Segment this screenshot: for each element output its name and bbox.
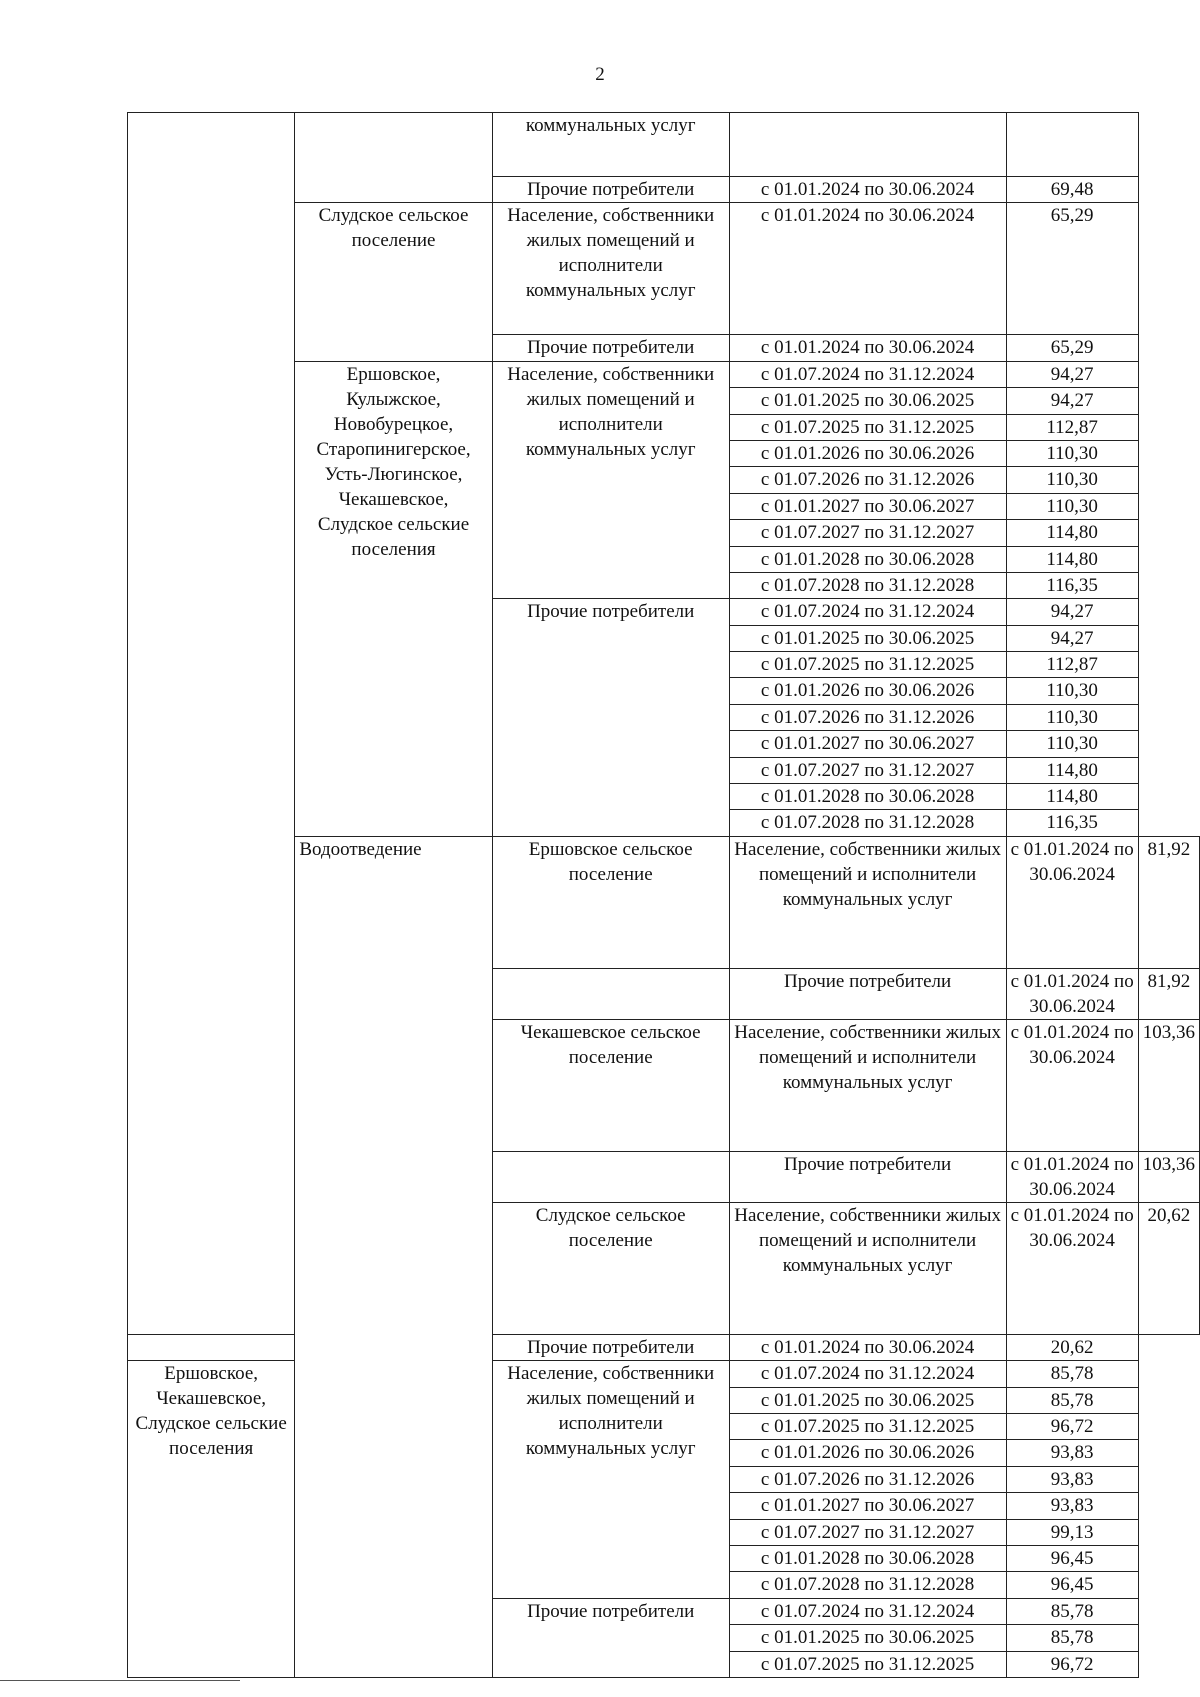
consumer-cell: Прочие потребители bbox=[492, 1598, 729, 1677]
period-cell: с 01.01.2026 по 30.06.2026 bbox=[729, 440, 1006, 466]
settlement-cell bbox=[295, 113, 492, 203]
tariff-cell: 85,78 bbox=[1006, 1387, 1138, 1413]
period-cell: с 01.01.2028 по 30.06.2028 bbox=[729, 784, 1006, 810]
settlement-cell bbox=[492, 1151, 729, 1202]
period-cell: с 01.01.2025 по 30.06.2025 bbox=[729, 388, 1006, 414]
tariff-cell: 94,27 bbox=[1006, 599, 1138, 625]
period-cell: с 01.07.2025 по 31.12.2025 bbox=[729, 414, 1006, 440]
page-number: 2 bbox=[595, 64, 605, 85]
tariff-cell: 65,29 bbox=[1006, 203, 1138, 335]
consumer-cell: Население, собственники жилых помещений и исполнители коммунальных услуг bbox=[729, 1202, 1006, 1334]
consumer-cell: Прочие потребители bbox=[492, 335, 729, 361]
period-cell: с 01.07.2024 по 31.12.2024 bbox=[729, 1361, 1006, 1387]
tariff-cell: 96,72 bbox=[1006, 1651, 1138, 1677]
tariff-cell: 116,35 bbox=[1006, 572, 1138, 598]
tariff-cell bbox=[1006, 113, 1138, 177]
tariff-cell: 81,92 bbox=[1138, 968, 1199, 1019]
tariff-cell: 93,83 bbox=[1006, 1466, 1138, 1492]
period-cell: с 01.07.2024 по 31.12.2024 bbox=[729, 1598, 1006, 1624]
period-cell bbox=[729, 113, 1006, 177]
tariff-cell: 69,48 bbox=[1006, 177, 1138, 203]
settlement-cell bbox=[492, 968, 729, 1019]
tariff-cell: 96,45 bbox=[1006, 1572, 1138, 1598]
period-cell: с 01.01.2026 по 30.06.2026 bbox=[729, 678, 1006, 704]
consumer-cell: Прочие потребители bbox=[492, 1334, 729, 1360]
period-cell: с 01.01.2024 по 30.06.2024 bbox=[1006, 968, 1138, 1019]
settlement-cell: Слудское сельское поселение bbox=[295, 203, 492, 361]
period-cell: с 01.07.2027 по 31.12.2027 bbox=[729, 1519, 1006, 1545]
tariff-cell: 114,80 bbox=[1006, 784, 1138, 810]
period-cell: с 01.01.2024 по 30.06.2024 bbox=[1006, 1151, 1138, 1202]
table-row bbox=[128, 113, 1200, 177]
period-cell: с 01.01.2025 по 30.06.2025 bbox=[729, 1625, 1006, 1651]
period-cell: с 01.01.2024 по 30.06.2024 bbox=[1006, 1202, 1138, 1334]
service-cell bbox=[128, 113, 295, 1335]
consumer-cell: коммунальных услуг bbox=[492, 113, 729, 177]
tariff-table bbox=[127, 112, 1200, 1678]
tariff-cell: 103,36 bbox=[1138, 1151, 1199, 1202]
consumer-cell: Население, собственники жилых помещений и исполнители коммунальных услуг bbox=[492, 1361, 729, 1599]
consumer-cell: Прочие потребители bbox=[492, 177, 729, 203]
period-cell: с 01.07.2027 по 31.12.2027 bbox=[729, 757, 1006, 783]
footer-rule bbox=[0, 1680, 240, 1681]
tariff-cell: 116,35 bbox=[1006, 810, 1138, 836]
period-cell: с 01.01.2024 по 30.06.2024 bbox=[729, 1334, 1006, 1360]
table-row bbox=[128, 1334, 1200, 1360]
tariff-cell: 65,29 bbox=[1006, 335, 1138, 361]
period-cell: с 01.01.2024 по 30.06.2024 bbox=[729, 177, 1006, 203]
period-cell: с 01.01.2027 по 30.06.2027 bbox=[729, 1493, 1006, 1519]
period-cell: с 01.07.2028 по 31.12.2028 bbox=[729, 1572, 1006, 1598]
settlement-cell: Ершовское, Кулыжское, Новобурецкое, Старопинигерское, Усть-Люгинское, Чекашевское, Слудское сельские поселения bbox=[295, 361, 492, 836]
tariff-cell: 20,62 bbox=[1138, 1202, 1199, 1334]
tariff-cell: 85,78 bbox=[1006, 1625, 1138, 1651]
consumer-cell: Прочие потребители bbox=[729, 1151, 1006, 1202]
tariff-cell: 112,87 bbox=[1006, 652, 1138, 678]
period-cell: с 01.07.2025 по 31.12.2025 bbox=[729, 1413, 1006, 1439]
tariff-cell: 93,83 bbox=[1006, 1493, 1138, 1519]
tariff-cell: 110,30 bbox=[1006, 440, 1138, 466]
tariff-cell: 114,80 bbox=[1006, 757, 1138, 783]
period-cell: с 01.07.2025 по 31.12.2025 bbox=[729, 652, 1006, 678]
period-cell: с 01.01.2026 по 30.06.2026 bbox=[729, 1440, 1006, 1466]
period-cell: с 01.01.2025 по 30.06.2025 bbox=[729, 625, 1006, 651]
period-cell: с 01.07.2028 по 31.12.2028 bbox=[729, 810, 1006, 836]
period-cell: с 01.01.2028 по 30.06.2028 bbox=[729, 1545, 1006, 1571]
settlement-cell bbox=[128, 1334, 295, 1360]
settlement-cell: Слудское сельское поселение bbox=[492, 1202, 729, 1334]
tariff-cell: 110,30 bbox=[1006, 493, 1138, 519]
period-cell: с 01.07.2026 по 31.12.2026 bbox=[729, 1466, 1006, 1492]
tariff-cell: 81,92 bbox=[1138, 836, 1199, 968]
period-cell: с 01.07.2026 по 31.12.2026 bbox=[729, 704, 1006, 730]
period-cell: с 01.01.2024 по 30.06.2024 bbox=[1006, 836, 1138, 968]
consumer-cell: Население, собственники жилых помещений и исполнители коммунальных услуг bbox=[492, 203, 729, 335]
tariff-cell: 85,78 bbox=[1006, 1361, 1138, 1387]
tariff-cell: 96,45 bbox=[1006, 1545, 1138, 1571]
period-cell: с 01.07.2024 по 31.12.2024 bbox=[729, 599, 1006, 625]
tariff-cell: 94,27 bbox=[1006, 388, 1138, 414]
period-cell: с 01.01.2025 по 30.06.2025 bbox=[729, 1387, 1006, 1413]
period-cell: с 01.07.2027 по 31.12.2027 bbox=[729, 520, 1006, 546]
table-row bbox=[128, 1361, 1200, 1387]
settlement-cell: Ершовское, Чекашевское, Слудское сельские поселения bbox=[128, 1361, 295, 1678]
period-cell: с 01.01.2027 по 30.06.2027 bbox=[729, 731, 1006, 757]
tariff-cell: 96,72 bbox=[1006, 1413, 1138, 1439]
tariff-cell: 110,30 bbox=[1006, 467, 1138, 493]
tariff-cell: 114,80 bbox=[1006, 520, 1138, 546]
consumer-cell: Прочие потребители bbox=[492, 599, 729, 837]
tariff-cell: 110,30 bbox=[1006, 731, 1138, 757]
tariff-cell: 20,62 bbox=[1006, 1334, 1138, 1360]
period-cell: с 01.07.2024 по 31.12.2024 bbox=[729, 361, 1006, 387]
tariff-cell: 85,78 bbox=[1006, 1598, 1138, 1624]
tariff-cell: 114,80 bbox=[1006, 546, 1138, 572]
tariff-cell: 99,13 bbox=[1006, 1519, 1138, 1545]
tariff-cell: 103,36 bbox=[1138, 1019, 1199, 1151]
period-cell: с 01.01.2028 по 30.06.2028 bbox=[729, 546, 1006, 572]
period-cell: с 01.07.2028 по 31.12.2028 bbox=[729, 572, 1006, 598]
period-cell: с 01.01.2024 по 30.06.2024 bbox=[729, 203, 1006, 335]
tariff-cell: 112,87 bbox=[1006, 414, 1138, 440]
consumer-cell: Население, собственники жилых помещений и исполнители коммунальных услуг bbox=[729, 1019, 1006, 1151]
consumer-cell: Прочие потребители bbox=[729, 968, 1006, 1019]
tariff-cell: 110,30 bbox=[1006, 678, 1138, 704]
tariff-cell: 93,83 bbox=[1006, 1440, 1138, 1466]
period-cell: с 01.01.2027 по 30.06.2027 bbox=[729, 493, 1006, 519]
period-cell: с 01.01.2024 по 30.06.2024 bbox=[1006, 1019, 1138, 1151]
tariff-cell: 94,27 bbox=[1006, 361, 1138, 387]
consumer-cell: Население, собственники жилых помещений и исполнители коммунальных услуг bbox=[492, 361, 729, 599]
tariff-cell: 94,27 bbox=[1006, 625, 1138, 651]
settlement-cell: Чекашевское сельское поселение bbox=[492, 1019, 729, 1151]
settlement-cell: Ершовское сельское поселение bbox=[492, 836, 729, 968]
period-cell: с 01.01.2024 по 30.06.2024 bbox=[729, 335, 1006, 361]
period-cell: с 01.07.2025 по 31.12.2025 bbox=[729, 1651, 1006, 1677]
period-cell: с 01.07.2026 по 31.12.2026 bbox=[729, 467, 1006, 493]
service-cell: Водоотведение bbox=[295, 836, 492, 1677]
consumer-cell: Население, собственники жилых помещений и исполнители коммунальных услуг bbox=[729, 836, 1006, 968]
tariff-cell: 110,30 bbox=[1006, 704, 1138, 730]
